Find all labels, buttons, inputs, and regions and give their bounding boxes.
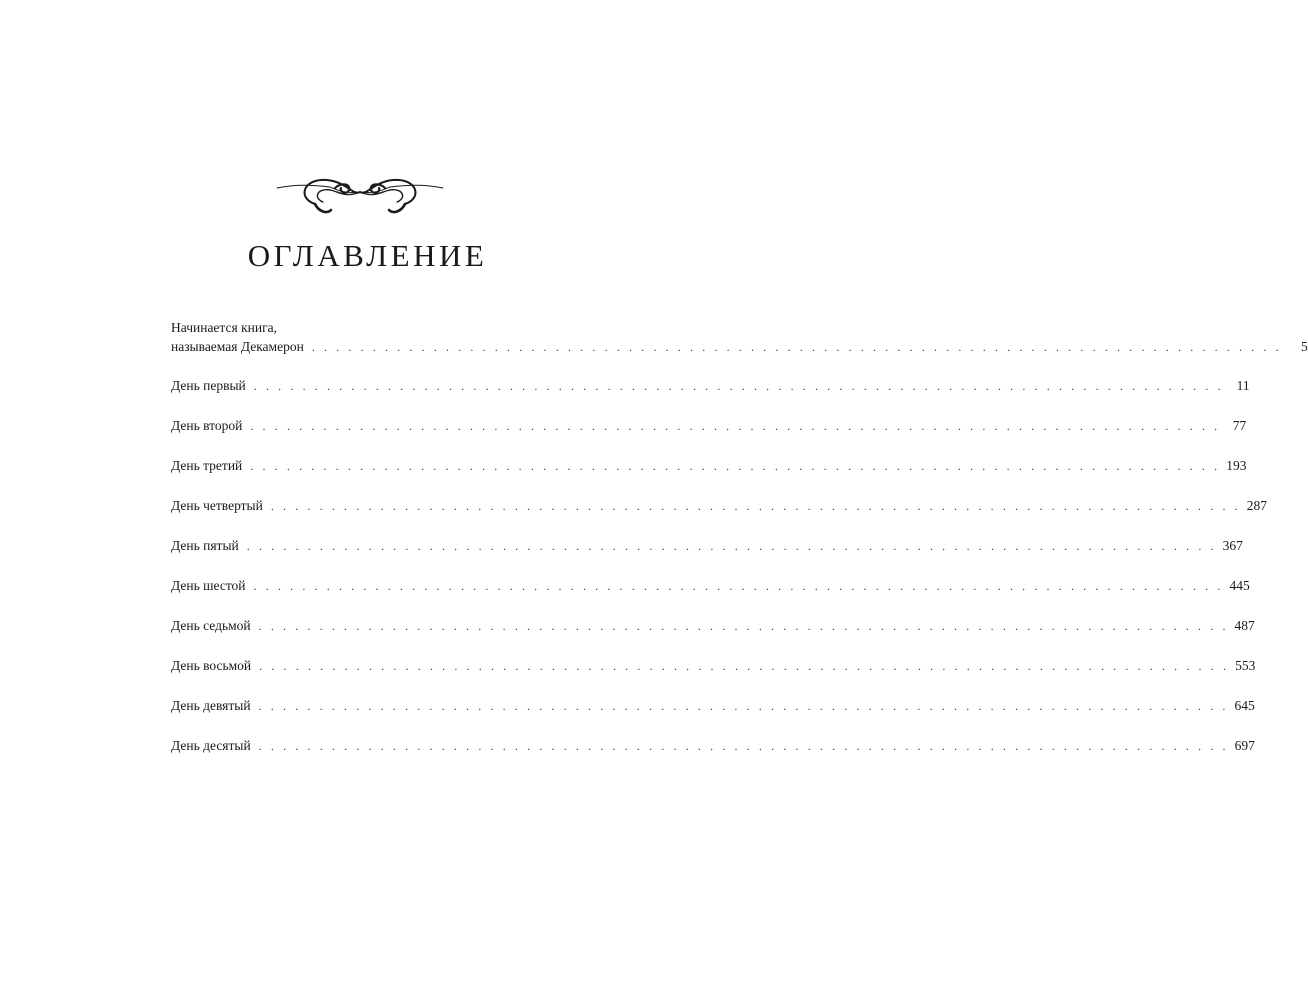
toc-dot-leader: . . . . . . . . . . . . . . . . . . . . . . . . . . . . . . . . . . . . . . . . . . . . . . . . . . . . . . . . . . . . . . . . . . . . . . . . . . . . . . . . (246, 539, 1217, 553)
toc-entry[interactable] (171, 656, 1256, 676)
toc-entry-label: День восьмой (171, 658, 252, 673)
toc-dot-leader: . . . . . . . . . . . . . . . . . . . . . . . . . . . . . . . . . . . . . . . . . . . . . . . . . . . . . . . . . . . . . . . . . . . . . . . . . . . . . . . . (253, 379, 1224, 393)
toc-entry[interactable] (171, 376, 1250, 396)
page-title: ОГЛАВЛЕНИЕ (247, 238, 488, 273)
toc-page-number: 445 (1229, 578, 1250, 593)
toc-page-number: 193 (1226, 458, 1247, 473)
toc-dot-leader: . . . . . . . . . . . . . . . . . . . . . . . . . . . . . . . . . . . . . . . . . . . . . . . . . . . . . . . . . . . . . . . . . . . . . . . . . . . . . . . . (258, 739, 1229, 753)
toc-entry-label: День пятый (171, 538, 239, 553)
toc-dot-leader: . . . . . . . . . . . . . . . . . . . . . . . . . . . . . . . . . . . . . . . . . . . . . . . . . . . . . . . . . . . . . . . . . . . . . . . . . . . . . . . . (258, 699, 1229, 713)
toc-entry-label: День девятый (171, 698, 251, 713)
toc-entry[interactable] (171, 536, 1243, 556)
toc-entry-label: День седьмой (171, 618, 251, 633)
toc-entry-label: Начинается книга, (171, 320, 277, 335)
toc-entry-label: День третий (171, 458, 243, 473)
toc-page-number: 11 (1236, 378, 1250, 393)
toc-dot-leader: . . . . . . . . . . . . . . . . . . . . . . . . . . . . . . . . . . . . . . . . . . . . . . . . . . . . . . . . . . . . . . . . . . . . . . . . . . . . . . . . (250, 419, 1221, 433)
toc-dot-leader: . . . . . . . . . . . . . . . . . . . . . . . . . . . . . . . . . . . . . . . . . . . . . . . . . . . . . . . . . . . . . . . . . . . . . . . . . . . . . . . . (311, 340, 1282, 354)
toc-entry[interactable] (171, 496, 1268, 516)
toc-entry[interactable] (171, 416, 1247, 436)
toc-entry-label: День четвертый (171, 498, 263, 513)
toc-page-number: 645 (1234, 698, 1255, 713)
toc-entry[interactable] (171, 576, 1250, 596)
toc-page-number: 77 (1232, 418, 1247, 433)
flourish-ornament-icon (275, 168, 445, 218)
toc-page-number: 487 (1234, 618, 1255, 633)
toc-dot-leader: . . . . . . . . . . . . . . . . . . . . . . . . . . . . . . . . . . . . . . . . . . . . . . . . . . . . . . . . . . . . . . . . . . . . . . . . . . . . . . . . (253, 579, 1224, 593)
toc-page-number: 697 (1234, 738, 1255, 753)
toc-dot-leader: . . . . . . . . . . . . . . . . . . . . . . . . . . . . . . . . . . . . . . . . . . . . . . . . . . . . . . . . . . . . . . . . . . . . . . . . . . . . . . . . (258, 619, 1229, 633)
toc-page-number: 5 (1300, 339, 1308, 354)
toc-page-number: 367 (1222, 538, 1243, 553)
toc-page-number: 553 (1235, 658, 1256, 673)
toc-entry-label: День первый (171, 378, 246, 393)
toc-dot-leader: . . . . . . . . . . . . . . . . . . . . . . . . . . . . . . . . . . . . . . . . . . . . . . . . . . . . . . . . . . . . . . . . . . . . . . . . . . . . . . . . (259, 659, 1230, 673)
table-of-contents (171, 318, 1308, 776)
toc-page-number: 287 (1246, 498, 1268, 513)
toc-entry[interactable] (171, 616, 1255, 636)
toc-entry[interactable] (171, 456, 1247, 476)
toc-dot-leader: . . . . . . . . . . . . . . . . . . . . . . . . . . . . . . . . . . . . . . . . . . . . . . . . . . . . . . . . . . . . . . . . . . . . . . . . . . . . . . . . (250, 459, 1221, 473)
toc-entry-label: День десятый (171, 738, 251, 753)
toc-entry[interactable] (171, 318, 1308, 357)
toc-dot-leader: . . . . . . . . . . . . . . . . . . . . . . . . . . . . . . . . . . . . . . . . . . . . . . . . . . . . . . . . . . . . . . . . . . . . . . . . . . . . . . . . (270, 499, 1241, 513)
toc-entry-label: День второй (171, 418, 243, 433)
toc-entry-label: называемая Декамерон (171, 339, 304, 354)
toc-entry-label: День шестой (171, 578, 246, 593)
toc-entry[interactable] (171, 736, 1255, 756)
toc-entry[interactable] (171, 696, 1255, 716)
